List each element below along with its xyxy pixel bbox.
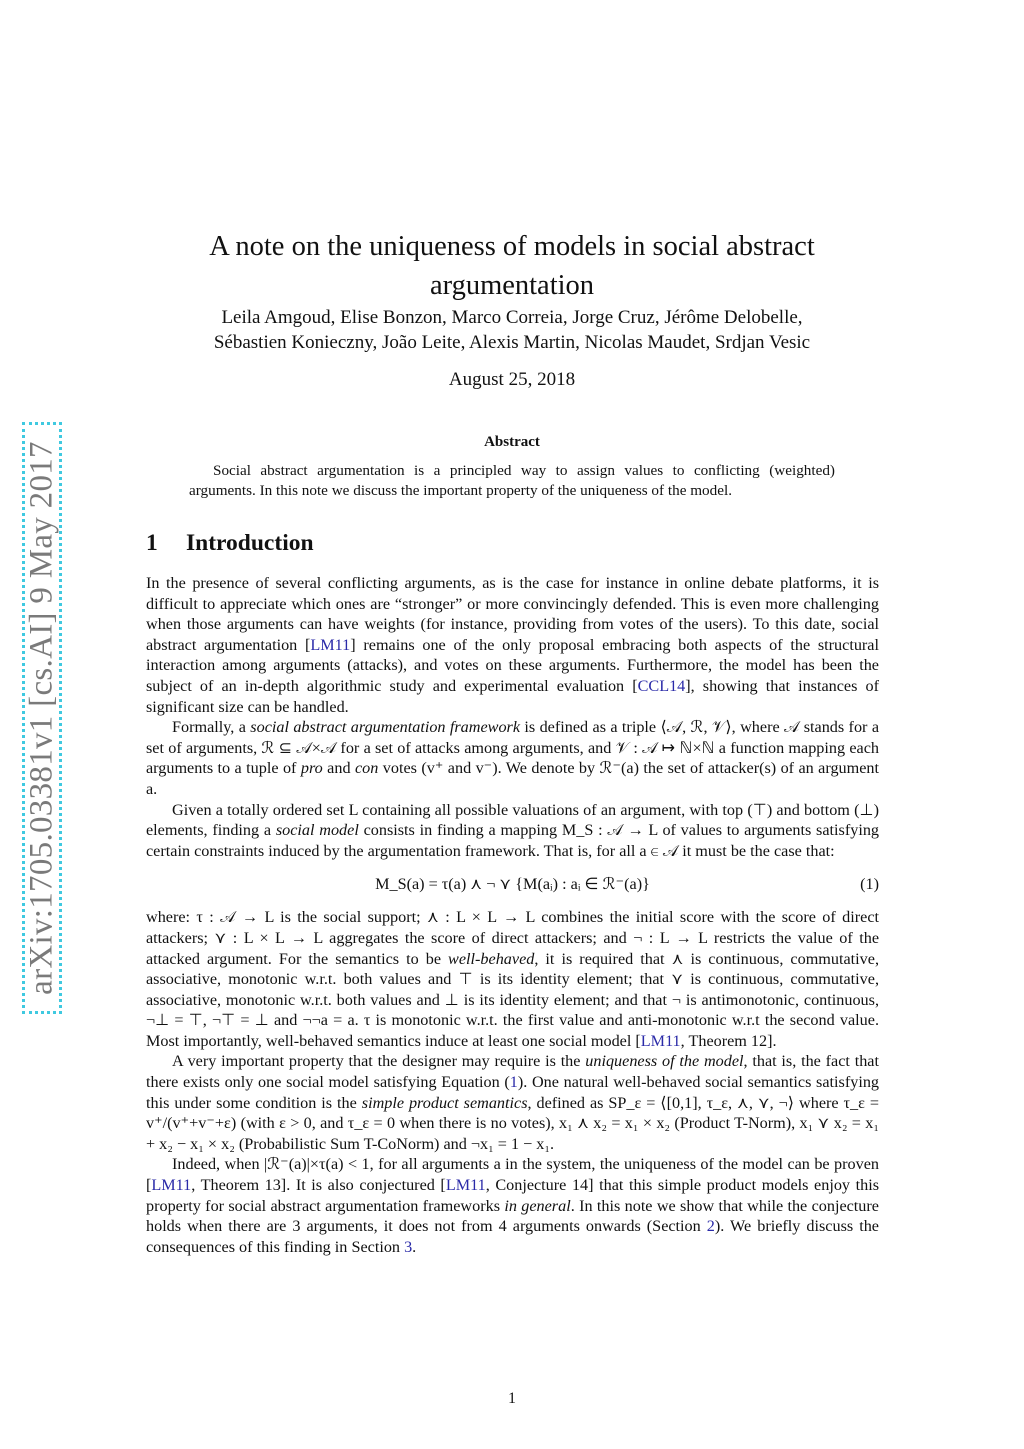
section-ref-link[interactable]: 3 bbox=[404, 1237, 413, 1256]
paper-date: August 25, 2018 bbox=[448, 369, 576, 390]
equation-number: (1) bbox=[860, 875, 879, 894]
paragraph-3: Given a totally ordered set L containing all possible valuations of an argument, with top (⊤) and bottom (⊥) elements, finding a social model consists in finding a mapping M_S : 𝒜 → L of values to arguments satisfying certain constraints induced by the argumentation framework. That is, for all a ∈ 𝒜 it must be the case that: bbox=[146, 800, 880, 860]
citation-link[interactable]: LM11 bbox=[445, 1176, 486, 1195]
abstract-heading: Abstract bbox=[484, 434, 540, 450]
section-heading bbox=[146, 530, 314, 557]
equation-ref-link[interactable]: 1 bbox=[509, 1073, 518, 1092]
paragraph-5: A very important property that the designer may require is the uniqueness of the model, that is, the fact that there exists only one social model satisfying Equation (1). One natural well-behaved social semantics satisfying this under some condition is the simple product semantics, defined as SP_ε = ⟨[0,1], τ_ε, ⋏, ⋎, ¬⟩ where τ_ε = v⁺/(v⁺+v⁻+ε) (with ε > 0, and τ_ε = 0 when there is no votes), x₁ ⋏ x₂ = x₁ × x₂ (Product T-Norm), x₁ ⋎ x₂ = x₁ + x₂ − x₁ × x₂ (Probabilistic Sum T-CoNorm) and ¬x₁ = 1 − x₁. bbox=[146, 1052, 880, 1153]
section-number: 1 bbox=[146, 530, 158, 556]
section-ref-link[interactable]: 2 bbox=[706, 1217, 715, 1236]
paper-title: A note on the uniqueness of models in social abstract argumentation bbox=[209, 231, 815, 302]
paragraph-6: Indeed, when |ℛ⁻(a)|×τ(a) < 1, for all arguments a in the system, the uniqueness of the model can be proven [LM11, Theorem 13]. It is also conjectured [LM11, Conjecture 14] that this simple product models enjoy this property for social abstract argumentation frameworks in general. In this note we show that while the conjecture holds when there are 3 arguments, it does not from 4 arguments onwards (Section 2). We briefly discuss the consequences of this finding in Section 3. bbox=[146, 1155, 879, 1256]
authors-line-2: Sébastien Konieczny, João Leite, Alexis Martin, Nicolas Maudet, Srdjan Vesic bbox=[213, 332, 811, 353]
paragraph-4: where: τ : 𝒜 → L is the social support; ⋏ : L × L → L combines the initial score with the score of direct attackers; ⋎ : L × L → L aggregates the score of direct attackers; and ¬ : L → L restricts the value of the attacked argument. For the semantics to be well-behaved, it is required that ⋏ is continuous, commutative, associative, monotonic w.r.t. both values and ⊤ is its identity element; that ⋎ is continuous, commutative, associative, monotonic w.r.t. both values and ⊥ is its identity element; and that ¬ is antimonotonic, continuous, ¬⊥ = ⊤, ¬⊤ = ⊥ and ¬¬a = a. τ is monotonic w.r.t. the first value and anti-monotonic w.r.t the second value. Most importantly, well-behaved semantics induce at least one social model [LM11, Theorem 12]. bbox=[146, 908, 879, 1050]
abstract-text: Social abstract argumentation is a principled way to assign values to conflicting (weighted) arguments. In this note we discuss the important property of the uniqueness of the model. bbox=[189, 462, 835, 499]
paragraph-2: Formally, a social abstract argumentation framework is defined as a triple ⟨𝒜, ℛ, 𝒱⟩, where 𝒜 stands for a set of arguments, ℛ ⊆ 𝒜×𝒜 for a set of attacks among arguments, and 𝒱 : 𝒜 ↦ ℕ×ℕ a function mapping each arguments to a tuple of pro and con votes (v⁺ and v⁻). We denote by ℛ⁻(a) the set of attacker(s) of an argument a. bbox=[146, 718, 880, 798]
page-number: 1 bbox=[508, 1390, 516, 1407]
paragraph-1: In the presence of several conflicting arguments, as is the case for instance in online debate platforms, it is difficult to appreciate which ones are “stronger” or more convincingly defended. This is even more challenging when those arguments can have weights (for instance, providing from votes of the users). To this date, social abstract argumentation [LM11] remains one of the only proposal embracing both aspects of the structural interaction among arguments (attacks), and votes on these arguments. Furthermore, the model has been the subject of an in-depth algorithmic study and experimental evaluation [CCL14], showing that instances of significant size can be handled. bbox=[146, 574, 879, 716]
author-list bbox=[140, 305, 884, 355]
arxiv-identifier: arXiv:1705.03381v1 [cs.AI] 9 May 2017 bbox=[23, 441, 60, 995]
authors-line-1: Leila Amgoud, Elise Bonzon, Marco Correia, Jorge Cruz, Jérôme Delobelle, bbox=[221, 307, 803, 328]
citation-link[interactable]: CCL14 bbox=[637, 676, 686, 695]
arxiv-side-stamp bbox=[22, 422, 62, 1014]
section-title: Introduction bbox=[186, 530, 314, 556]
citation-link[interactable]: LM11 bbox=[310, 635, 351, 654]
body-text bbox=[146, 573, 879, 1257]
citation-link[interactable]: LM11 bbox=[640, 1031, 681, 1050]
equation-body: M_S(a) = τ(a) ⋏ ¬ ⋎ {M(aᵢ) : aᵢ ∈ ℛ⁻(a)} bbox=[375, 875, 650, 894]
equation-1 bbox=[146, 874, 879, 896]
citation-link[interactable]: LM11 bbox=[151, 1176, 192, 1195]
